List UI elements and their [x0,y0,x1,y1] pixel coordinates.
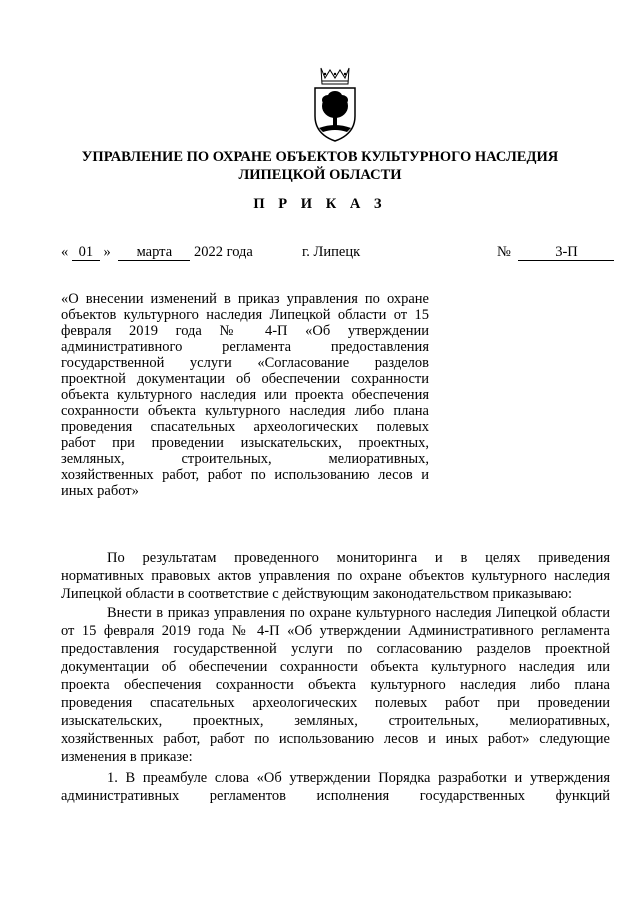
date-year: 2022 года [194,244,253,260]
coat-of-arms-icon [311,64,359,144]
paragraph-line: административных регламентов исполнения государственных функций [61,788,610,804]
subject-line: работ при проведении изыскательских, проектных, [61,435,429,451]
document-type: П Р И К А З [253,196,387,212]
document-city: г. Липецк [302,244,361,260]
paragraph-line: Внести в приказ управления по охране культурного наследия Липецкой области [107,605,610,621]
org-name-line1: УПРАВЛЕНИЕ ПО ОХРАНЕ ОБЪЕКТОВ КУЛЬТУРНОГО НАСЛЕДИЯ [81,149,559,165]
subject-line: иных работ» [61,483,139,499]
subject-line: земляных, строительных, мелиоративных, [61,451,429,467]
paragraph-line: 1. В преамбуле слова «Об утверждении Порядка разработки и утверждения [107,770,610,786]
paragraph-line: По результатам проведенного мониторинга и в целях приведения [107,550,610,566]
number-value: 3-П [518,245,614,261]
subject-line: административного регламента предоставления [61,339,429,355]
paragraph-line: проекта обеспечения сохранности объекта культурного наследия либо плана [61,677,610,693]
subject-line: сохранности объекта культурного наследия либо плана [61,403,429,419]
paragraph-line: проведения спасательных археологических полевых работ при проведении [61,695,610,711]
paragraph-line: изменения в приказе: [61,749,193,765]
subject-line: объектов культурного наследия Липецкой области от 15 [61,307,429,323]
paragraph-order [61,604,610,766]
paragraph-line: от 15 февраля 2019 года № 4-П «Об утверждении Административного регламента [61,623,610,639]
subject-line: хозяйственных работ, работ по использованию лесов и [61,467,429,483]
subject-line: февраля 2019 года № 4-П «Об утверждении [61,323,429,339]
paragraph-line: документации об обеспечении сохранности объекта культурного наследия или [61,659,610,675]
subject-line: проектной документации об обеспечении сохранности [61,371,429,387]
paragraph-preamble [61,549,610,603]
org-name-line2: ЛИПЕЦКОЙ ОБЛАСТИ [238,167,402,183]
paragraph-line: Липецкой области в соответствие с действующим законодательством приказываю: [61,586,572,602]
paragraph-line: нормативных правовых актов управления по охране объектов культурного наследия [61,568,610,584]
paragraph-line: предоставления государственной услуги по согласованию разделов проектной [61,641,610,657]
subject-line: государственной услуги «Согласование разделов [61,355,429,371]
paragraph-line: хозяйственных работ, работ по использованию лесов и иных работ» следующие [61,731,610,747]
order-subject [61,291,429,499]
subject-line: проведения спасательных археологических полевых [61,419,429,435]
subject-line: объекта культурного наследия или проекта обеспечения [61,387,429,403]
subject-line: «О внесении изменений в приказ управления по охране [61,291,429,307]
document-number: № 3-П [497,244,614,261]
paragraph-item-1 [61,769,610,805]
document-date: « 01 » марта 2022 года [61,244,253,260]
paragraph-line: изыскательских, проектных, земляных, строительных, мелиоративных, [61,713,610,729]
date-month: марта [118,245,190,261]
date-day: 01 [72,245,100,261]
